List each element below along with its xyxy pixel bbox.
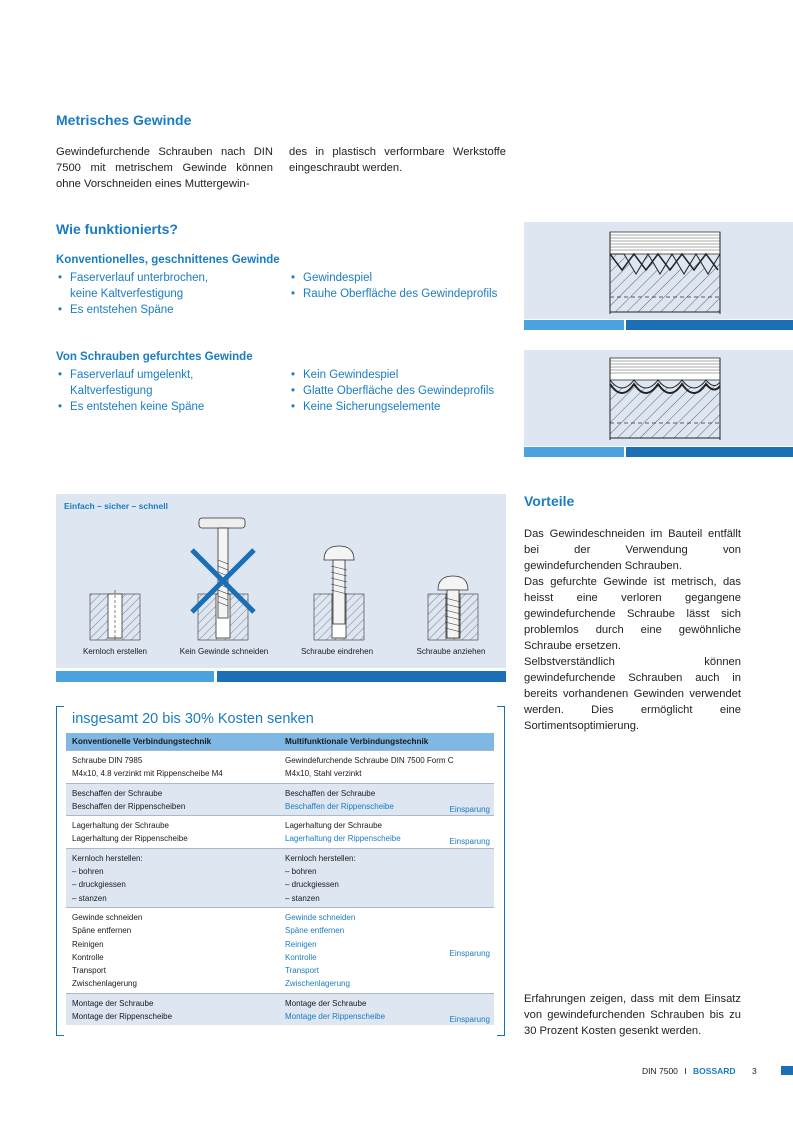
footer-brand: BOSSARD	[693, 1066, 736, 1076]
cell-line: Montage der Schraube	[72, 998, 154, 1008]
list-item: • Es entstehen keine Späne	[56, 399, 276, 415]
saving-label: Einsparung	[449, 837, 490, 847]
cell-line: Reinigen	[72, 939, 104, 949]
cell-line: Zwischenlagerung	[285, 979, 350, 989]
cell-line: Transport	[285, 966, 319, 976]
cell-conventional	[66, 997, 280, 1024]
cell-multifunctional	[280, 997, 494, 1024]
intro-col1: Gewindefurchende Schrauben nach DIN 7500 mit metrischem Gewinde können ohne Vorschneiden eines Muttergewin-	[56, 146, 273, 190]
conventional-title: Konventionelles, geschnittenes Gewinde	[56, 254, 280, 266]
cell-multifunctional	[280, 852, 494, 905]
cell-line: Montage der Rippenscheibe	[72, 1012, 173, 1022]
cell-line: Schraube DIN 7985	[72, 756, 143, 765]
bracket-right	[497, 706, 505, 1036]
footer-sep: I	[684, 1066, 687, 1076]
cell-line: Lagerhaltung der Rippenscheibe	[285, 834, 401, 844]
cell-line: Gewindefurchende Schraube DIN 7500 Form C	[285, 756, 454, 765]
cell-line: Beschaffen der Rippenscheiben	[72, 801, 186, 811]
cell-multifunctional	[280, 754, 494, 781]
step1-core-hole	[90, 590, 140, 640]
formed-title: Von Schrauben gefurchtes Gewinde	[56, 351, 253, 363]
list-item: • Rauhe Oberfläche des Gewindeprofils	[289, 286, 519, 302]
steps-title: Einfach – sicher – schnell	[64, 501, 168, 511]
list-item: • Faserverlauf umgelenkt,	[56, 367, 276, 383]
cell-line: Späne entfernen	[285, 926, 345, 936]
cell-conventional	[66, 852, 280, 905]
cell-line: Kernloch herstellen:	[72, 853, 143, 863]
bar-light	[56, 671, 214, 682]
formed-thread-drawing	[524, 350, 793, 446]
steps-drawing	[56, 494, 506, 668]
footer-page: 3	[751, 1066, 757, 1076]
col-header-multifunctional: Multifunktionale Verbindungstechnik	[285, 737, 429, 746]
formed-thread-illustration	[524, 350, 793, 446]
cell-line: Gewinde schneiden	[72, 912, 143, 922]
cell-conventional	[66, 819, 280, 846]
steps-panel	[56, 494, 506, 668]
vorteile-bottom: Erfahrungen zeigen, dass mit dem Einsatz von gewindefurchenden Schrauben bis zu 30 Prozent Kosten gesenkt werden.	[524, 993, 741, 1037]
formed-left-list	[56, 367, 276, 415]
table-row	[66, 993, 494, 1026]
footer-marker	[781, 1066, 793, 1075]
saving-label: Einsparung	[449, 949, 490, 959]
bar-light	[524, 447, 624, 457]
table-row	[66, 907, 494, 993]
vorteile-p2: Das gefurchte Gewinde ist metrisch, das heisst eine verloren gegangene gewindefurchende Schraube lässt sich problemlos durch eine gewöhnliche Schraube ersetzen.	[524, 576, 741, 652]
step3-screw-in	[314, 546, 364, 640]
saving-label: Einsparung	[449, 1015, 490, 1025]
bar-dark	[217, 671, 506, 682]
cell-conventional	[66, 911, 280, 991]
cell-line: Kontrolle	[285, 952, 317, 962]
cell-line: – stanzen	[285, 893, 320, 903]
table-row	[66, 783, 494, 816]
step-label-4: Schraube anziehen	[416, 647, 486, 656]
vorteile-p3: Selbstverständlich können gewindefurchende Schrauben auch in bereits vorhandenen Gewinden verwendet werden. Dies ermöglicht eine Sortimentsoptimierung.	[524, 656, 741, 732]
cell-multifunctional	[280, 911, 494, 991]
table-header	[66, 733, 494, 750]
cell-line: – druckgiessen	[72, 880, 126, 890]
cell-line: Montage der Rippenscheibe	[285, 1012, 386, 1022]
cell-line: – bohren	[72, 867, 104, 877]
cut-thread-illustration	[524, 222, 793, 319]
col-header-conventional: Konventionelle Verbindungstechnik	[72, 737, 212, 746]
step2-no-tapping	[192, 518, 254, 640]
costs-heading: insgesamt 20 bis 30% Kosten senken	[72, 711, 314, 727]
bracket-left	[56, 706, 64, 1036]
vorteile-p1: Das Gewindeschneiden im Bauteil entfällt bei der Verwendung von gewindefurchenden Schrauben.	[524, 528, 741, 572]
cell-line: Kontrolle	[72, 952, 104, 962]
list-item: • Keine Sicherungselemente	[289, 399, 519, 415]
list-item: • Kein Gewindespiel	[289, 367, 519, 383]
table-row	[66, 750, 494, 783]
cell-line: Gewinde schneiden	[285, 912, 356, 922]
conventional-right-list	[289, 270, 519, 302]
cell-line: M4x10, 4.8 verzinkt mit Rippenscheibe M4	[72, 769, 223, 779]
step-label-2: Kein Gewinde schneiden	[179, 647, 269, 656]
footer	[642, 1066, 757, 1076]
cell-line: Zwischenlagerung	[72, 979, 137, 989]
vorteile-text	[524, 526, 741, 734]
bar-light	[524, 320, 624, 330]
saving-label: Einsparung	[449, 804, 490, 814]
cell-multifunctional	[280, 787, 494, 814]
footer-doc: DIN 7500	[642, 1066, 678, 1076]
bar-dark	[626, 447, 793, 457]
list-item: keine Kaltverfestigung	[70, 288, 184, 300]
cell-line: – stanzen	[72, 893, 107, 903]
list-item: Kaltverfestigung	[70, 385, 153, 397]
cell-line: Beschaffen der Schraube	[285, 788, 376, 798]
cell-line: Transport	[72, 966, 106, 976]
cell-line: – bohren	[285, 867, 317, 877]
cell-multifunctional	[280, 819, 494, 846]
cell-conventional	[66, 787, 280, 814]
conventional-left-list	[56, 270, 276, 318]
cell-conventional	[66, 754, 280, 781]
cost-table	[66, 733, 494, 1025]
step-label-3: Schraube eindrehen	[300, 647, 374, 656]
cell-line: Lagerhaltung der Schraube	[72, 821, 169, 831]
cell-line: Kernloch herstellen:	[285, 853, 356, 863]
cell-line: Lagerhaltung der Rippenscheibe	[72, 834, 188, 844]
cell-line: Beschaffen der Rippenscheibe	[285, 801, 394, 811]
cell-line: – druckgiessen	[285, 880, 339, 890]
list-item: • Gewindespiel	[289, 270, 519, 286]
cell-line: Reinigen	[285, 939, 317, 949]
cut-thread-drawing	[524, 222, 793, 319]
table-row	[66, 815, 494, 848]
step4-tighten	[428, 576, 478, 640]
list-item: • Es entstehen Späne	[56, 302, 276, 318]
list-item: • Faserverlauf unterbrochen,	[56, 270, 276, 286]
bar-dark	[626, 320, 793, 330]
formed-right-list	[289, 367, 519, 415]
heading-metrisches-gewinde: Metrisches Gewinde	[56, 112, 192, 128]
table-body	[66, 750, 494, 1025]
step-label-1: Kernloch erstellen	[82, 647, 148, 656]
intro-col2: des in plastisch verformbare Werkstoffe eingeschraubt werden.	[289, 146, 506, 174]
heading-wie-funktionierts: Wie funktionierts?	[56, 221, 178, 237]
cell-line: Beschaffen der Schraube	[72, 788, 163, 798]
cell-line: Lagerhaltung der Schraube	[285, 821, 382, 831]
cell-line: Montage der Schraube	[285, 998, 367, 1008]
heading-vorteile: Vorteile	[524, 493, 575, 509]
cell-line: Späne entfernen	[72, 926, 132, 936]
table-row	[66, 848, 494, 907]
cell-line: M4x10, Stahl verzinkt	[285, 769, 362, 779]
list-item: • Glatte Oberfläche des Gewindeprofils	[289, 383, 519, 399]
